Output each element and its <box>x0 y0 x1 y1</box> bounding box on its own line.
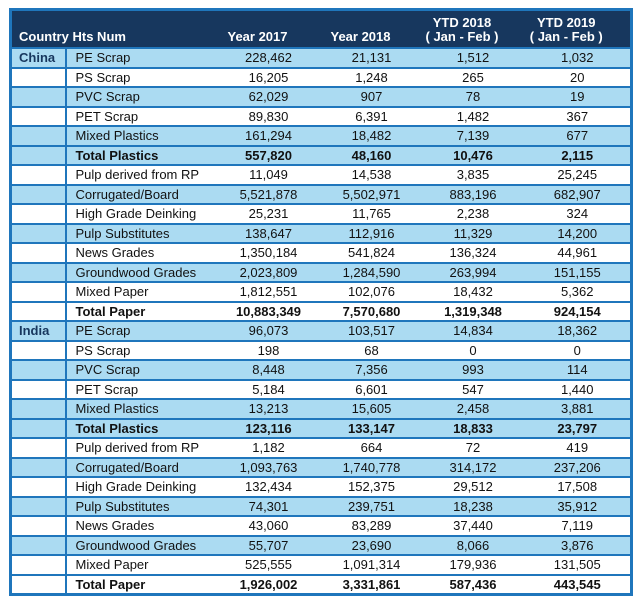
year-2017-cell: 74,301 <box>216 497 322 517</box>
year-2017-cell: 5,184 <box>216 380 322 400</box>
country-cell <box>11 146 66 166</box>
hts-num-cell: Groundwood Grades <box>66 536 216 556</box>
year-2018-cell: 18,482 <box>322 126 422 146</box>
hts-num-cell: Corrugated/Board <box>66 185 216 205</box>
hts-num-cell: Pulp Substitutes <box>66 497 216 517</box>
hts-num-cell: Mixed Plastics <box>66 399 216 419</box>
ytd-2019-cell: 114 <box>525 360 632 380</box>
table-row <box>11 204 632 224</box>
year-2017-cell: 5,521,878 <box>216 185 322 205</box>
year-2018-cell: 14,538 <box>322 165 422 185</box>
country-cell <box>11 477 66 497</box>
ytd-2018-cell: 314,172 <box>422 458 525 478</box>
year-2017-cell: 89,830 <box>216 107 322 127</box>
hts-num-cell: Total Plastics <box>66 146 216 166</box>
ytd-2019-cell: 443,545 <box>525 575 632 595</box>
col-header-ytd-2019-label: YTD 2019 <box>536 15 596 30</box>
ytd-2018-cell: 587,436 <box>422 575 525 595</box>
country-cell <box>11 536 66 556</box>
ytd-2019-cell: 3,881 <box>525 399 632 419</box>
hts-num-cell: PE Scrap <box>66 48 216 68</box>
ytd-2019-cell: 237,206 <box>525 458 632 478</box>
year-2018-cell: 1,740,778 <box>322 458 422 478</box>
table-row <box>11 48 632 68</box>
year-2017-cell: 1,182 <box>216 438 322 458</box>
table-row <box>11 360 632 380</box>
year-2018-cell: 5,502,971 <box>322 185 422 205</box>
ytd-2019-cell: 5,362 <box>525 282 632 302</box>
ytd-2019-cell: 1,440 <box>525 380 632 400</box>
year-2018-cell: 6,391 <box>322 107 422 127</box>
col-header-year-2018: Year 2018 <box>322 10 422 49</box>
ytd-2018-cell: 0 <box>422 341 525 361</box>
ytd-2019-cell: 924,154 <box>525 302 632 322</box>
ytd-2019-cell: 18,362 <box>525 321 632 341</box>
hts-num-cell: PS Scrap <box>66 68 216 88</box>
year-2018-cell: 1,248 <box>322 68 422 88</box>
year-2017-cell: 161,294 <box>216 126 322 146</box>
country-cell: India <box>11 321 66 341</box>
table-row <box>11 516 632 536</box>
hts-num-cell: Mixed Plastics <box>66 126 216 146</box>
ytd-2018-cell: 8,066 <box>422 536 525 556</box>
hts-num-cell: PET Scrap <box>66 107 216 127</box>
hts-num-cell: Pulp Substitutes <box>66 224 216 244</box>
country-cell <box>11 341 66 361</box>
ytd-2019-cell: 131,505 <box>525 555 632 575</box>
hts-num-cell: Groundwood Grades <box>66 263 216 283</box>
ytd-2019-cell: 677 <box>525 126 632 146</box>
ytd-2019-cell: 0 <box>525 341 632 361</box>
ytd-2018-cell: 263,994 <box>422 263 525 283</box>
country-cell <box>11 497 66 517</box>
year-2017-cell: 55,707 <box>216 536 322 556</box>
year-2018-cell: 1,284,590 <box>322 263 422 283</box>
table-row <box>11 185 632 205</box>
table-row <box>11 458 632 478</box>
table-row <box>11 419 632 439</box>
ytd-2018-cell: 7,139 <box>422 126 525 146</box>
ytd-2018-cell: 2,238 <box>422 204 525 224</box>
ytd-2018-cell: 37,440 <box>422 516 525 536</box>
hts-num-cell: News Grades <box>66 516 216 536</box>
ytd-2019-cell: 19 <box>525 87 632 107</box>
ytd-2019-cell: 25,245 <box>525 165 632 185</box>
year-2017-cell: 8,448 <box>216 360 322 380</box>
col-header-ytd-2018-sublabel: ( Jan - Feb ) <box>425 29 499 44</box>
col-header-year-2017: Year 2017 <box>216 10 322 49</box>
table-row <box>11 146 632 166</box>
ytd-2018-cell: 18,833 <box>422 419 525 439</box>
table-row <box>11 107 632 127</box>
ytd-2019-cell: 35,912 <box>525 497 632 517</box>
ytd-2018-cell: 72 <box>422 438 525 458</box>
country-cell <box>11 185 66 205</box>
year-2018-cell: 48,160 <box>322 146 422 166</box>
year-2018-cell: 7,570,680 <box>322 302 422 322</box>
table-row <box>11 302 632 322</box>
year-2017-cell: 25,231 <box>216 204 322 224</box>
country-cell <box>11 380 66 400</box>
country-cell <box>11 165 66 185</box>
table-row <box>11 399 632 419</box>
hts-num-cell: PET Scrap <box>66 380 216 400</box>
ytd-2018-cell: 547 <box>422 380 525 400</box>
country-cell: China <box>11 48 66 68</box>
table-row <box>11 497 632 517</box>
year-2018-cell: 664 <box>322 438 422 458</box>
year-2018-cell: 541,824 <box>322 243 422 263</box>
ytd-2018-cell: 78 <box>422 87 525 107</box>
ytd-2019-cell: 20 <box>525 68 632 88</box>
ytd-2018-cell: 179,936 <box>422 555 525 575</box>
table-row <box>11 321 632 341</box>
ytd-2018-cell: 3,835 <box>422 165 525 185</box>
year-2018-cell: 239,751 <box>322 497 422 517</box>
hts-num-cell: Total Paper <box>66 302 216 322</box>
year-2018-cell: 23,690 <box>322 536 422 556</box>
trade-data-table-container <box>9 8 633 596</box>
hts-num-cell: Pulp derived from RP <box>66 438 216 458</box>
table-row <box>11 68 632 88</box>
ytd-2019-cell: 2,115 <box>525 146 632 166</box>
year-2017-cell: 1,926,002 <box>216 575 322 595</box>
country-cell <box>11 458 66 478</box>
hts-num-cell: News Grades <box>66 243 216 263</box>
ytd-2018-cell: 1,319,348 <box>422 302 525 322</box>
ytd-2019-cell: 14,200 <box>525 224 632 244</box>
ytd-2018-cell: 29,512 <box>422 477 525 497</box>
year-2018-cell: 11,765 <box>322 204 422 224</box>
ytd-2018-cell: 2,458 <box>422 399 525 419</box>
year-2017-cell: 43,060 <box>216 516 322 536</box>
table-row <box>11 126 632 146</box>
col-header-ytd-2018-label: YTD 2018 <box>432 15 492 30</box>
country-cell <box>11 87 66 107</box>
table-row <box>11 341 632 361</box>
year-2017-cell: 13,213 <box>216 399 322 419</box>
col-header-ytd-2018 <box>422 10 525 49</box>
table-row <box>11 282 632 302</box>
table-row <box>11 555 632 575</box>
table-row <box>11 87 632 107</box>
year-2018-cell: 133,147 <box>322 419 422 439</box>
ytd-2019-cell: 367 <box>525 107 632 127</box>
country-cell <box>11 302 66 322</box>
ytd-2018-cell: 1,512 <box>422 48 525 68</box>
hts-num-cell: Mixed Paper <box>66 282 216 302</box>
hts-num-cell: High Grade Deinking <box>66 477 216 497</box>
ytd-2018-cell: 14,834 <box>422 321 525 341</box>
country-cell <box>11 360 66 380</box>
year-2017-cell: 525,555 <box>216 555 322 575</box>
hts-num-cell: Corrugated/Board <box>66 458 216 478</box>
ytd-2018-cell: 136,324 <box>422 243 525 263</box>
year-2017-cell: 62,029 <box>216 87 322 107</box>
table-row <box>11 536 632 556</box>
table-header <box>11 10 632 49</box>
year-2018-cell: 68 <box>322 341 422 361</box>
ytd-2018-cell: 10,476 <box>422 146 525 166</box>
ytd-2019-cell: 682,907 <box>525 185 632 205</box>
ytd-2019-cell: 1,032 <box>525 48 632 68</box>
hts-num-cell: PE Scrap <box>66 321 216 341</box>
table-row <box>11 438 632 458</box>
hts-num-cell: Pulp derived from RP <box>66 165 216 185</box>
header-row <box>11 10 632 49</box>
year-2017-cell: 16,205 <box>216 68 322 88</box>
year-2017-cell: 96,073 <box>216 321 322 341</box>
year-2018-cell: 15,605 <box>322 399 422 419</box>
year-2018-cell: 83,289 <box>322 516 422 536</box>
table-row <box>11 575 632 595</box>
year-2018-cell: 907 <box>322 87 422 107</box>
ytd-2018-cell: 883,196 <box>422 185 525 205</box>
ytd-2018-cell: 993 <box>422 360 525 380</box>
hts-num-cell: High Grade Deinking <box>66 204 216 224</box>
country-cell <box>11 204 66 224</box>
country-cell <box>11 263 66 283</box>
ytd-2018-cell: 265 <box>422 68 525 88</box>
country-cell <box>11 575 66 595</box>
country-cell <box>11 399 66 419</box>
year-2017-cell: 10,883,349 <box>216 302 322 322</box>
year-2017-cell: 198 <box>216 341 322 361</box>
table-row <box>11 380 632 400</box>
hts-num-cell: PVC Scrap <box>66 87 216 107</box>
year-2017-cell: 1,812,551 <box>216 282 322 302</box>
ytd-2019-cell: 3,876 <box>525 536 632 556</box>
ytd-2019-cell: 419 <box>525 438 632 458</box>
country-cell <box>11 68 66 88</box>
year-2018-cell: 1,091,314 <box>322 555 422 575</box>
year-2017-cell: 557,820 <box>216 146 322 166</box>
country-cell <box>11 282 66 302</box>
year-2018-cell: 3,331,861 <box>322 575 422 595</box>
country-cell <box>11 107 66 127</box>
ytd-2019-cell: 17,508 <box>525 477 632 497</box>
ytd-2019-cell: 7,119 <box>525 516 632 536</box>
year-2017-cell: 1,093,763 <box>216 458 322 478</box>
year-2017-cell: 228,462 <box>216 48 322 68</box>
country-cell <box>11 516 66 536</box>
year-2017-cell: 11,049 <box>216 165 322 185</box>
hts-num-cell: PS Scrap <box>66 341 216 361</box>
ytd-2019-cell: 23,797 <box>525 419 632 439</box>
col-header-ytd-2019 <box>525 10 632 49</box>
col-header-ytd-2019-sublabel: ( Jan - Feb ) <box>529 29 603 44</box>
year-2018-cell: 7,356 <box>322 360 422 380</box>
ytd-2018-cell: 1,482 <box>422 107 525 127</box>
year-2017-cell: 123,116 <box>216 419 322 439</box>
ytd-2018-cell: 11,329 <box>422 224 525 244</box>
year-2018-cell: 152,375 <box>322 477 422 497</box>
year-2018-cell: 103,517 <box>322 321 422 341</box>
ytd-2019-cell: 44,961 <box>525 243 632 263</box>
ytd-2019-cell: 324 <box>525 204 632 224</box>
ytd-2018-cell: 18,238 <box>422 497 525 517</box>
country-cell <box>11 126 66 146</box>
col-header-country: Country <box>11 10 66 49</box>
country-cell <box>11 438 66 458</box>
country-cell <box>11 555 66 575</box>
col-header-hts-num: Hts Num <box>66 10 216 49</box>
table-row <box>11 165 632 185</box>
year-2017-cell: 138,647 <box>216 224 322 244</box>
year-2017-cell: 2,023,809 <box>216 263 322 283</box>
year-2017-cell: 132,434 <box>216 477 322 497</box>
year-2018-cell: 112,916 <box>322 224 422 244</box>
hts-num-cell: Total Paper <box>66 575 216 595</box>
table-row <box>11 263 632 283</box>
country-cell <box>11 224 66 244</box>
trade-data-table <box>9 8 633 596</box>
year-2018-cell: 21,131 <box>322 48 422 68</box>
ytd-2018-cell: 18,432 <box>422 282 525 302</box>
table-row <box>11 224 632 244</box>
year-2018-cell: 102,076 <box>322 282 422 302</box>
table-row <box>11 243 632 263</box>
year-2017-cell: 1,350,184 <box>216 243 322 263</box>
country-cell <box>11 419 66 439</box>
hts-num-cell: Total Plastics <box>66 419 216 439</box>
country-cell <box>11 243 66 263</box>
table-row <box>11 477 632 497</box>
hts-num-cell: Mixed Paper <box>66 555 216 575</box>
ytd-2019-cell: 151,155 <box>525 263 632 283</box>
table-body <box>11 48 632 595</box>
hts-num-cell: PVC Scrap <box>66 360 216 380</box>
year-2018-cell: 6,601 <box>322 380 422 400</box>
